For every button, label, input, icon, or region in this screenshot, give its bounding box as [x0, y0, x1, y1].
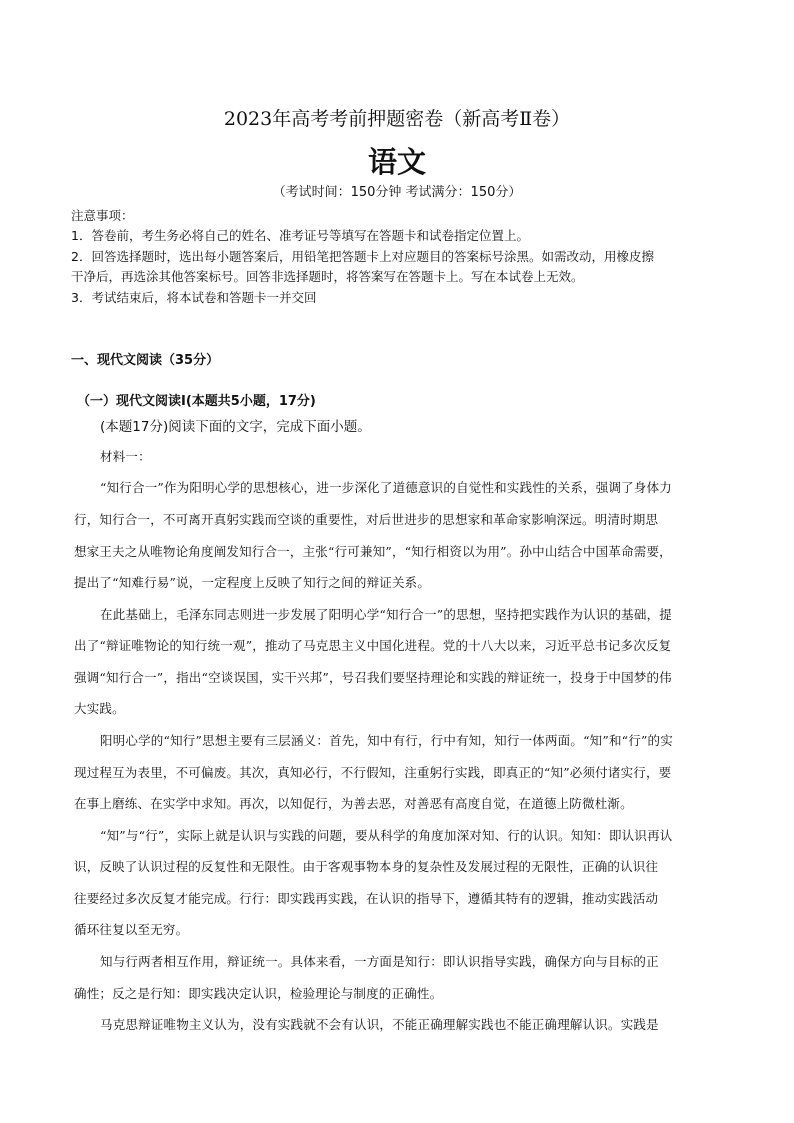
- passage-line: “知行合一”作为阳明心学的思想核心，进一步深化了道德意识的自觉性和实践性的关系，强调了身体力: [100, 480, 672, 495]
- passage-line: 确性；反之是行知：即实践决定认识，检验理论与制度的正确性。: [74, 986, 443, 1001]
- passage-line: 现过程互为表里，不可偏废。其次，真知必行，不行假知，注重躬行实践，即真正的“知”必须付诸实行，要: [74, 765, 672, 780]
- material-label: 材料一：: [100, 449, 151, 464]
- passage-line: 在事上磨练、在实学中求知。再次，以知促行，为善去恶，对善恶有高度自觉，在道德上防微杜渐。: [74, 796, 633, 811]
- passage-line: 马克思辩证唯物主义认为，没有实践就不会有认识，不能正确理解实践也不能正确理解认识。实践是: [100, 1017, 659, 1032]
- subject-title: 语文: [367, 145, 426, 179]
- passage-line: 行，知行合一，不可离开真躬实践而空谈的重要性，对后世进步的思想家和革命家影响深远。明清时期思: [74, 512, 659, 527]
- exam-title: 2023年高考考前押题密卷（新高考Ⅱ卷）: [223, 108, 571, 130]
- passage-line: 循环往复以至无穷。: [74, 922, 189, 937]
- passage-line: 识，反映了认识过程的反复性和无限性。由于客观事物本身的复杂性及发展过程的无限性，正确的认识往: [74, 859, 659, 874]
- passage-line: 出了“辩证唯物论的知行统一观”，推动了马克思主义中国化进程。党的十八大以来，习近平总书记多次反复: [74, 638, 672, 653]
- subsection-heading: （一）现代文阅读Ⅰ(本题共5小题，17分): [77, 394, 316, 409]
- passage-line: 提出了“知难行易”说，一定程度上反映了知行之间的辩证关系。: [74, 575, 431, 590]
- question-prompt: (本题17分)阅读下面的文字，完成下面小题。: [100, 419, 371, 435]
- passage-line: 大实践。: [74, 701, 125, 716]
- notice-heading: 注意事项：: [71, 208, 134, 223]
- passage-line: “知”与“行”，实际上就是认识与实践的问题，要从科学的角度加深对知、行的认识。知知：即认识再认: [100, 828, 673, 843]
- passage-line: 阳明心学的“知行”思想主要有三层涵义：首先，知中有行，行中有知，知行一体两面。“知”和“行”的实: [100, 733, 673, 748]
- notice-line: 3．考试结束后，将本试卷和答题卡一并交回: [71, 290, 317, 305]
- passage-line: 想家王夫之从唯物论角度阐发知行合一，主张“行可兼知”，“知行相资以为用”。孙中山结合中国革命需要，: [74, 544, 672, 559]
- section-heading: 一、现代文阅读（35分）: [71, 353, 220, 368]
- passage-line: 往要经过多次反复才能完成。行行：即实践再实践，在认识的指导下，遵循其特有的逻辑，推动实践活动: [74, 891, 659, 906]
- passage-line: 强调“知行合一”，指出“空谈误国，实干兴邦”，号召我们要坚持理论和实践的辩证统一，投身于中国梦的伟: [74, 670, 672, 685]
- notice-line: 干净后，再选涂其他答案标号。回答非选择题时，将答案写在答题卡上。写在本试卷上无效。: [71, 269, 584, 284]
- notice-line: 2．回答选择题时，选出每小题答案后，用铅笔把答题卡上对应题目的答案标号涂黑。如需改动，用橡皮擦: [71, 249, 654, 264]
- passage-line: 知与行两者相互作用，辩证统一。具体来看，一方面是知行：即认识指导实践，确保方向与目标的正: [100, 954, 659, 969]
- notice-line: 1．答卷前，考生务必将自己的姓名、准考证号等填写在答题卡和试卷指定位置上。: [71, 228, 529, 243]
- passage-line: 在此基础上，毛泽东同志则进一步发展了阳明心学“知行合一”的思想，坚持把实践作为认识的基础，提: [100, 607, 672, 622]
- exam-info: （考试时间：150分钟 考试满分：150分）: [272, 185, 522, 200]
